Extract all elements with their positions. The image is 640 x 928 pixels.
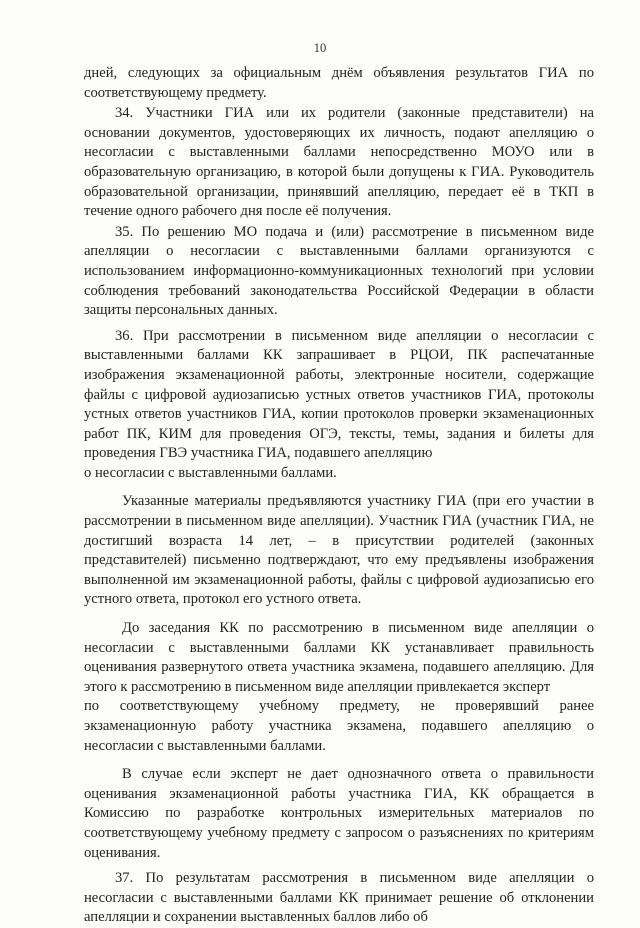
paragraph-expert-tail: по соответствующему учебному предмету, не проверявший ранее экзаменационную работу участника экзамена, подавшего апелляцию о несогласии с выставленными баллами. (84, 698, 594, 754)
page-number: 10 (313, 41, 327, 55)
paragraph-35: 35. По решению МО подача и (или) рассмотрение в письменном виде апелляции о несогласии с выставленными баллами организуются с использованием информационно-коммуникационных технологий при условии соблюдения требований законодательства Российской Федерации в области защиты персональных данных. (84, 223, 594, 319)
paragraph-expert: До заседания КК по рассмотрению в письменном виде апелляции о несогласии с выставленными баллами КК устанавливает правильность оценивания развернутого ответа участника экзамена, подавшего апелляцию. Для этого к рассмотрению в письменном виде апелляции привлекается эксперт (84, 620, 594, 695)
paragraph-36-tail: о несогласии с выставленными баллами. (84, 464, 337, 481)
paragraph-continuation: дней, следующих за официальным днём объявления результатов ГИА по соответствующему предмету. (84, 65, 594, 101)
paragraph-commission: В случае если эксперт не дает однозначного ответа о правильности оценивания экзаменационной работы участника ГИА, КК обращается в Комиссию по разработке контрольных измерительных материалов по соответствующему учебному предмету с запросом о разъяснениях по критериям оценивания. (84, 766, 594, 861)
paragraph-materials: Указанные материалы предъявляются участнику ГИА (при его участии в рассмотрении в письменном виде апелляции). Участник ГИА (участник ГИА, не достигший возраста 14 лет, – в присутствии родителей (законных представителей) письменно подтверждают, что ему предъявлены изображения выполненной им экзаменационной работы, файлы с цифровой аудиозаписью его устного ответа, протокол его устного ответа. (84, 493, 594, 608)
paragraph-37: 37. По результатам рассмотрения в письменном виде апелляции о несогласии с выставленными баллами КК принимает решение об отклонении апелляции и сохранении выставленных баллов либо об (84, 870, 594, 926)
paragraph-36: 36. При рассмотрении в письменном виде апелляции о несогласии с выставленными баллами КК запрашивает в РЦОИ, ПК распечатанные изображения экзаменационной работы, электронные носители, содержащие файлы с цифровой аудиозаписью устных ответов участников ГИА, протоколы устных ответов участников ГИА, копии протоколов проверки экзаменационных работ ПК, КИМ для проведения ОГЭ, тексты, темы, задания и билеты для проведения ГВЭ участника ГИА, подавшего апелляцию (84, 327, 594, 462)
document-body (84, 64, 594, 928)
paragraph-34: 34. Участники ГИА или их родители (законные представители) на основании документов, удостоверяющих их личность, подают апелляцию о несогласии с выставленными баллами непосредственно МОУО или в образовательную организацию, в которой были допущены к ГИА. Руководитель образовательной организации, принявший апелляцию, передает её в ТКП в течение одного рабочего дня после её получения. (84, 105, 594, 220)
